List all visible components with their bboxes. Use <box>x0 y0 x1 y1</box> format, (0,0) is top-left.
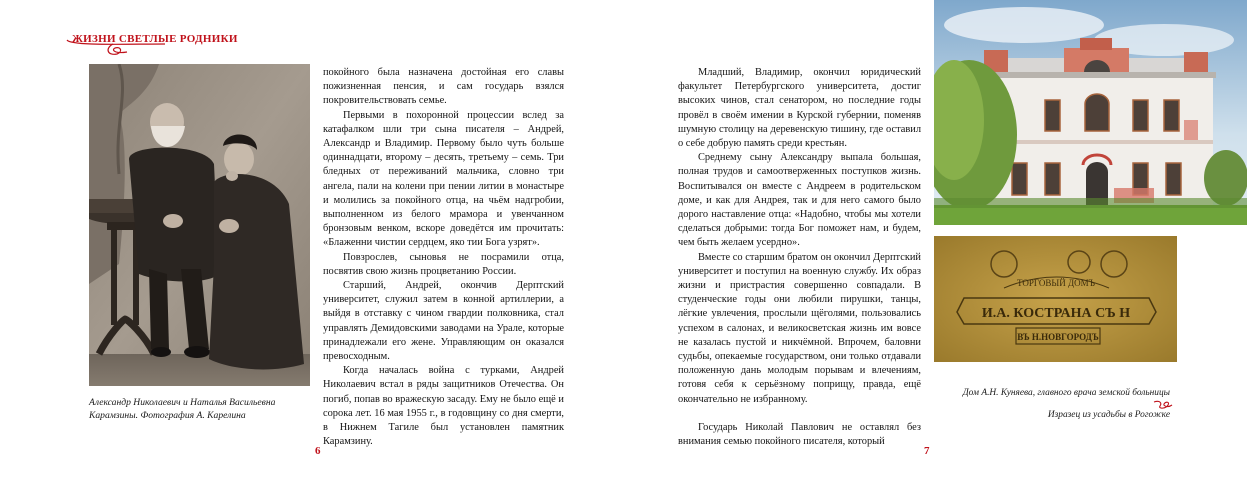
tile-photo <box>934 236 1177 362</box>
page-number-right: 7 <box>924 445 930 457</box>
tile-text-line-1: ТОРГОВЫЙ ДОМЪ <box>1017 278 1095 288</box>
paragraph: Младший, Владимир, окончил юридический факультет Петербургского университета, достиг высоких чинов, стал сенатором, но последние годы провёл в своём имении в Курской губернии, поменяв шумную столицу на деревенскую тишину, где оставил о себе добрую память среди крестьян. <box>678 67 921 150</box>
paragraph: Вместе со старшим братом он окончил Дерптский университет и поступил на военную службу. Их образ жизни и пристрастия совершенно совпадали. В студенческие годы они любили пирушки, танцы, лёгкие увлечения, прослыли щёголями, пользовались успехом в салонах, и великосветская жизнь им вовсе не казалась пустой и никчёмной. Впрочем, баловни судьбы, опекаемые государством, они только отдавали положенную дань молодым порывам и влечениям, готовя себя к серьёзному поприщу, правда, ещё окончательно не избранному. <box>678 251 921 405</box>
portrait-image <box>89 64 310 386</box>
house-image <box>934 0 1247 225</box>
page-number-left: 6 <box>315 445 321 457</box>
house-photo <box>934 0 1247 225</box>
paragraph: Государь Николай Павлович не оставлял без внимания семью покойного писателя, который <box>678 421 921 448</box>
tile-image <box>934 236 1177 362</box>
portrait-photo <box>89 64 310 386</box>
ornament-swash-icon <box>1152 399 1174 409</box>
tile-text-line-3: ВЪ Н.НОВГОРОДЪ <box>1017 332 1099 342</box>
running-head: ЖИЗНИ СВЕТЛЫЕ РОДНИКИ <box>72 33 238 45</box>
house-caption: Дом А.Н. Куняева, главного врача земской больницы <box>962 388 1170 398</box>
paragraph: Первыми в похоронной процессии вслед за катафалком шли три сына писателя – Андрей, Александр и Владимир. Первому было чуть больше одиннадцати, второму – десять, третьему – семь. Три бледных от переживаний мальчика, словно три ангела, пали на колени при пении литии в монастыре и молились за покойного отца, на чьём надгробии, выполненном из белого мрамора и увенчанном бронзовым венком, вскоре доведётся им прочитать: «Блаженни чистии сердцем, яко тии Бога узрят». <box>323 109 564 249</box>
paragraph: Когда началась война с турками, Андрей Николаевич встал в ряды защитников Отечества. Он погиб, попав во вражескую засаду. Ему не было ещё и сорока лет. 16 мая 1955 г., в годовщину со дня смерти, в Нижнем Тагиле был установлен памятник Карамзину. <box>323 365 564 448</box>
tile-caption: Изразец из усадьбы в Рогожке <box>1047 410 1170 420</box>
tile-text-line-2: И.А. КОСТРАНА СЪ Н <box>981 306 1131 321</box>
portrait-caption: Александр Николаевич и Наталья Васильевна Карамзины. Фотография А. Карелина <box>89 397 276 421</box>
paragraph: покойного была назначена достойная его славы пожизненная пенсия, и сам государь взялся покровительствовать семье. <box>323 67 564 107</box>
right-text-column <box>678 66 921 449</box>
paragraph: Старший, Андрей, окончив Дерптский университет, служил затем в конной артиллерии, а выйдя в отставку с чином гвардии полковника, стал управлять Демидовскими заводами на Урале, которые принадлежали его жене. Управляющим он оказался превосходным. <box>323 280 564 363</box>
ornament-swash-icon <box>65 36 205 58</box>
left-text-column <box>323 66 564 449</box>
paragraph: Повзрослев, сыновья не посрамили отца, посвятив свою жизнь процветанию России. <box>323 251 564 277</box>
paragraph: Среднему сыну Александру выпала большая, полная трудов и самоотверженных поступков жизнь. Воспитывался он вместе с Андреем в родительском доме, и как для Андрея, так и для него самого было дорого наставление отца: «Надобно, чтобы мы хотели сделаться добрыми: тогда Бог поможет нам, и будем, чем быть желаем усердно». <box>678 152 921 249</box>
